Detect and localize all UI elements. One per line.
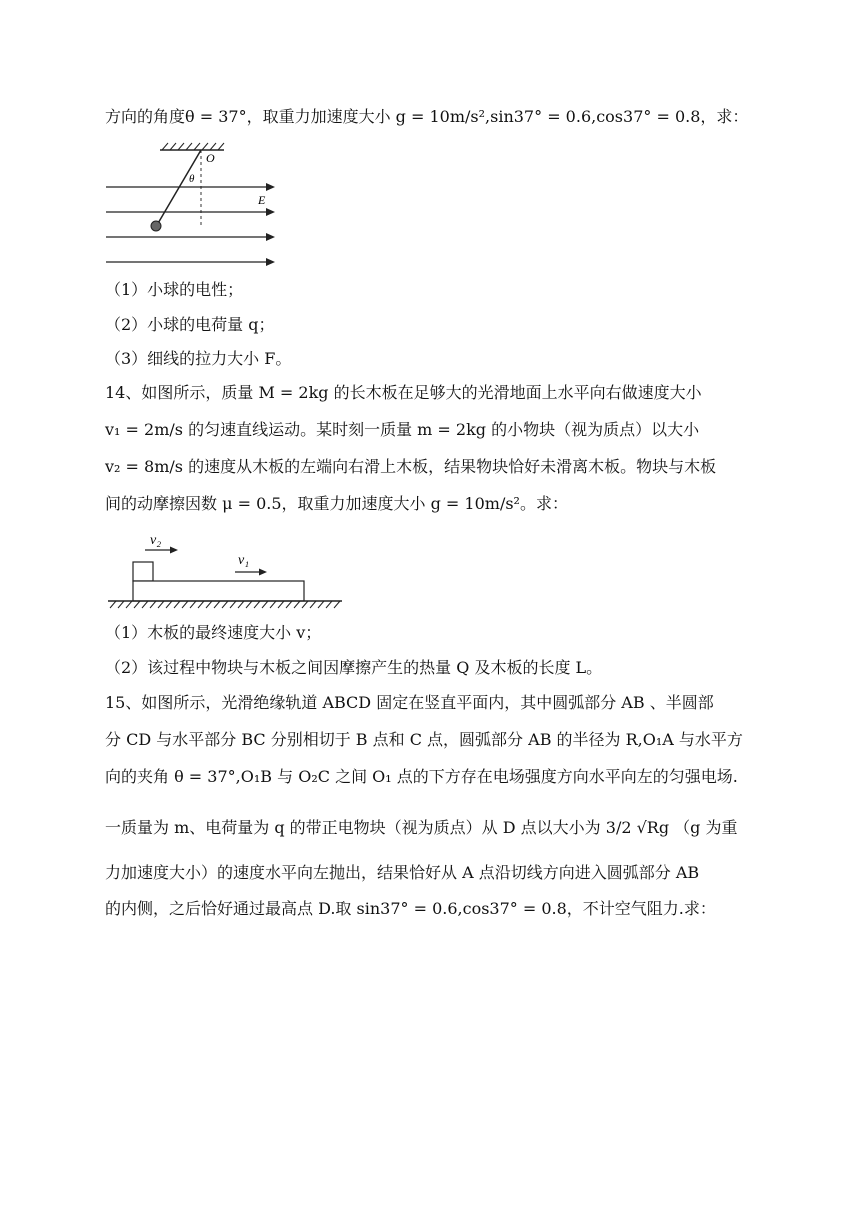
text-line: 方向的角度θ = 37°，取重力加速度大小 g = 10m/s²,sin37° = 0.6,cos37° = 0.8，求： [105,107,749,126]
field-arrowheads [266,183,275,266]
text-line: 一质量为 m、电荷量为 q 的带正电物块（视为质点）从 D 点以大小为 3/2 √Rg （g 为重 [105,818,738,837]
text-line: 14、如图所示，质量 M = 2kg 的长木板在足够大的光滑地面上水平向右做速度大小 [105,383,702,402]
text-line: 向的夹角 θ = 37°,O₁B 与 O₂C 之间 O₁ 点的下方存在电场强度方向水平向左的匀强电场. [105,767,738,786]
label-O: O [206,151,215,165]
text-line: v₁ = 2m/s 的匀速直线运动。某时刻一质量 m = 2kg 的小物块（视为质点）以大小 [105,420,700,439]
question-item: （3）细线的拉力大小 F。 [105,349,292,368]
pendulum-field-figure [100,138,285,270]
long-board [133,581,304,601]
question-item: （1）木板的最终速度大小 v； [105,623,322,642]
field-lines [106,187,268,262]
label-theta: θ [189,173,195,185]
text-line: 间的动摩擦因数 μ = 0.5，取重力加速度大小 g = 10m/s²。求： [105,494,568,513]
text-line: 分 CD 与水平部分 BC 分别相切于 B 点和 C 点，圆弧部分 AB 的半径为 R,O₁A 与水平方 [105,730,743,749]
text-line: 力加速度大小）的速度水平向左抛出，结果恰好从 A 点沿切线方向进入圆弧部分 AB [105,863,700,882]
ground-hatch [110,601,340,608]
small-block [133,562,153,581]
text-line: 的内侧，之后恰好通过最高点 D.取 sin37° = 0.6,cos37° = 0.8，不计空气阻力.求： [105,899,716,918]
label-v1: v₁ [238,553,250,568]
block-board-figure [100,528,350,610]
question-item: （1）小球的电性； [105,280,244,299]
question-item: （2）该过程中物块与木板之间因摩擦产生的热量 Q 及木板的长度 L。 [105,658,603,677]
ceiling-hatch [162,143,224,150]
text-line: v₂ = 8m/s 的速度从木板的左端向右滑上木板，结果物块恰好未滑离木板。物块与木板 [105,457,717,476]
text-line: 15、如图所示，光滑绝缘轨道 ABCD 固定在竖直平面内，其中圆弧部分 AB 、半圆部 [105,693,714,712]
question-item: （2）小球的电荷量 q； [105,315,275,334]
label-v2: v₂ [150,533,162,548]
ball [151,221,161,231]
label-E: E [258,193,266,207]
